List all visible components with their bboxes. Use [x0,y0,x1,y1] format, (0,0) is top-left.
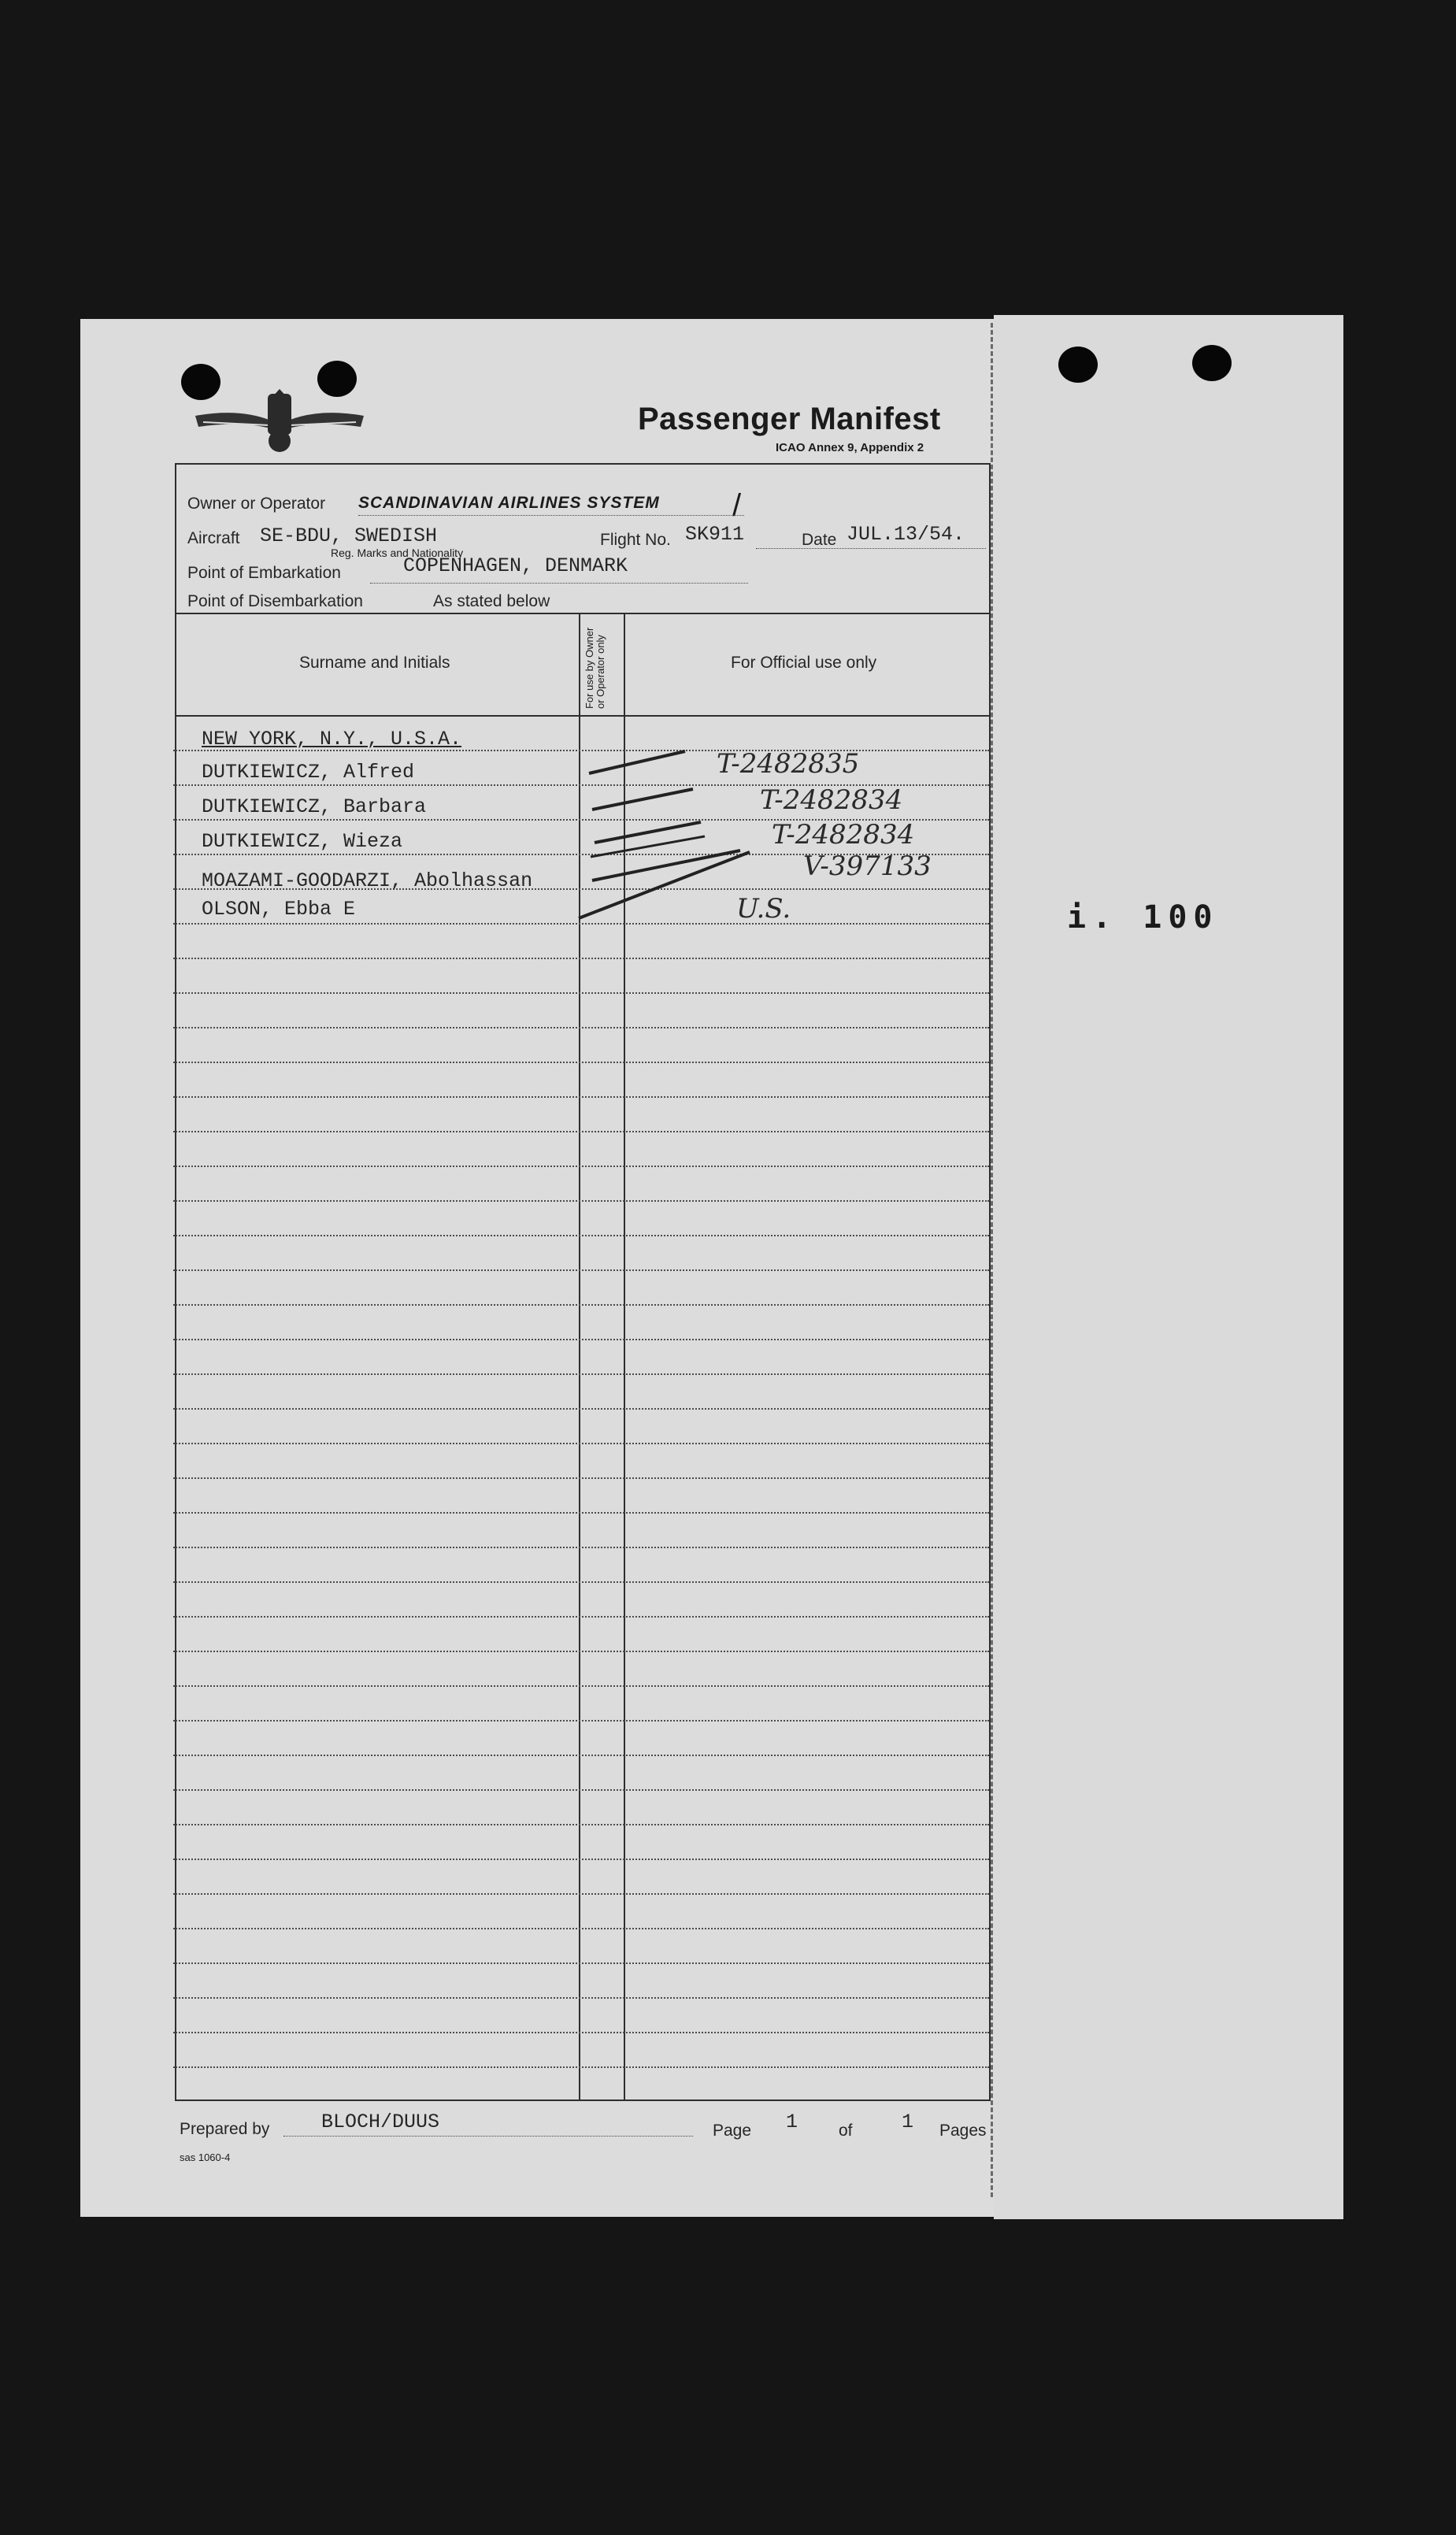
perforation-line [991,323,993,2197]
passenger-name: OLSON, Ebba E [202,898,356,921]
passenger-name: DUTKIEWICZ, Alfred [202,761,415,784]
ruled-line [173,1027,989,1028]
official-entry: V-397133 [803,851,932,882]
ruled-line [173,1062,989,1063]
ruled-line [173,1269,989,1271]
pen-strokes-icon [575,740,772,921]
ruled-line [173,1235,989,1236]
underline [358,515,744,516]
ruled-line [173,2066,989,2068]
ruled-line [173,2032,989,2033]
ruled-line [173,923,989,925]
underline [283,2136,693,2137]
official-entry: T-2482835 [717,748,860,780]
embarkation-value: COPENHAGEN, DENMARK [403,554,628,577]
divider [175,715,991,717]
ruled-line [173,1408,989,1410]
column-header-operator: For use by Owner or Operator only [584,627,606,709]
destination: NEW YORK, N.Y., U.S.A. [202,728,462,750]
ruled-line [173,1339,989,1340]
handwritten-mark: / [732,488,742,523]
owner-value: SCANDINAVIAN AIRLINES SYSTEM [358,494,660,512]
ruled-line [173,1373,989,1375]
ruled-line [173,1512,989,1514]
prepared-label: Prepared by [180,2120,270,2138]
official-entry: T-2482834 [772,819,915,851]
page-number: 1 [786,2111,798,2133]
divider [175,463,991,465]
underline [756,548,986,549]
official-entry: U.S. [736,893,791,925]
ruled-line [173,1893,989,1895]
date-value: JUL.13/54. [847,523,965,546]
underline [370,583,748,584]
ruled-line [173,1755,989,1756]
page-subtitle: ICAO Annex 9, Appendix 2 [776,441,924,454]
column-header-official: For Official use only [731,654,877,672]
ruled-line [173,1477,989,1479]
page-title: Passenger Manifest [638,402,941,436]
side-annotation: i. 100 [1067,899,1219,936]
ruled-line [173,1443,989,1444]
page-label: Page [713,2122,752,2140]
passenger-name: DUTKIEWICZ, Barbara [202,795,427,818]
aircraft-value: SE-BDU, SWEDISH [260,524,438,547]
airline-logo-icon [192,384,367,457]
punch-hole-icon [1192,345,1232,381]
passenger-name: MOAZAMI-GOODARZI, Abolhassan [202,869,533,892]
ruled-line [173,1962,989,1964]
ruled-line [173,1581,989,1583]
ruled-line [173,1616,989,1618]
reg-note: Reg. Marks and Nationality [331,547,464,559]
ruled-line [173,1304,989,1306]
ruled-line [173,1720,989,1722]
disembarkation-label: Point of Disembarkation [187,592,363,610]
attached-paper [994,315,1343,2219]
ruled-line [173,1131,989,1132]
aircraft-label: Aircraft [187,529,240,547]
ruled-line [173,1651,989,1652]
ruled-line [173,1928,989,1929]
ruled-line [173,1685,989,1687]
owner-label: Owner or Operator [187,495,326,513]
table-border-right [989,463,991,2101]
ruled-line [173,1547,989,1548]
of-label: of [839,2122,853,2140]
embarkation-label: Point of Embarkation [187,564,341,582]
divider [175,2100,991,2101]
ruled-line [173,1789,989,1791]
flight-label: Flight No. [600,531,671,549]
total-pages: 1 [902,2111,914,2133]
passenger-name: DUTKIEWICZ, Wieza [202,830,403,853]
date-label: Date [802,531,837,549]
column-header-surname: Surname and Initials [299,654,450,672]
ruled-line [173,1166,989,1167]
prepared-value: BLOCH/DUUS [321,2111,440,2133]
pages-label: Pages [939,2122,987,2140]
punch-hole-icon [1058,347,1098,383]
ruled-line [173,958,989,959]
ruled-line [173,1200,989,1202]
flight-value: SK911 [685,523,745,546]
ruled-line [173,1859,989,1860]
disembarkation-value: As stated below [433,592,550,610]
ruled-line [173,992,989,994]
ruled-line [173,1997,989,1999]
official-entry: T-2482834 [760,784,903,816]
ruled-line [173,1096,989,1098]
divider [175,613,991,614]
form-code: sas 1060-4 [180,2151,231,2163]
ruled-line [173,1824,989,1825]
table-border-left [175,463,176,2101]
